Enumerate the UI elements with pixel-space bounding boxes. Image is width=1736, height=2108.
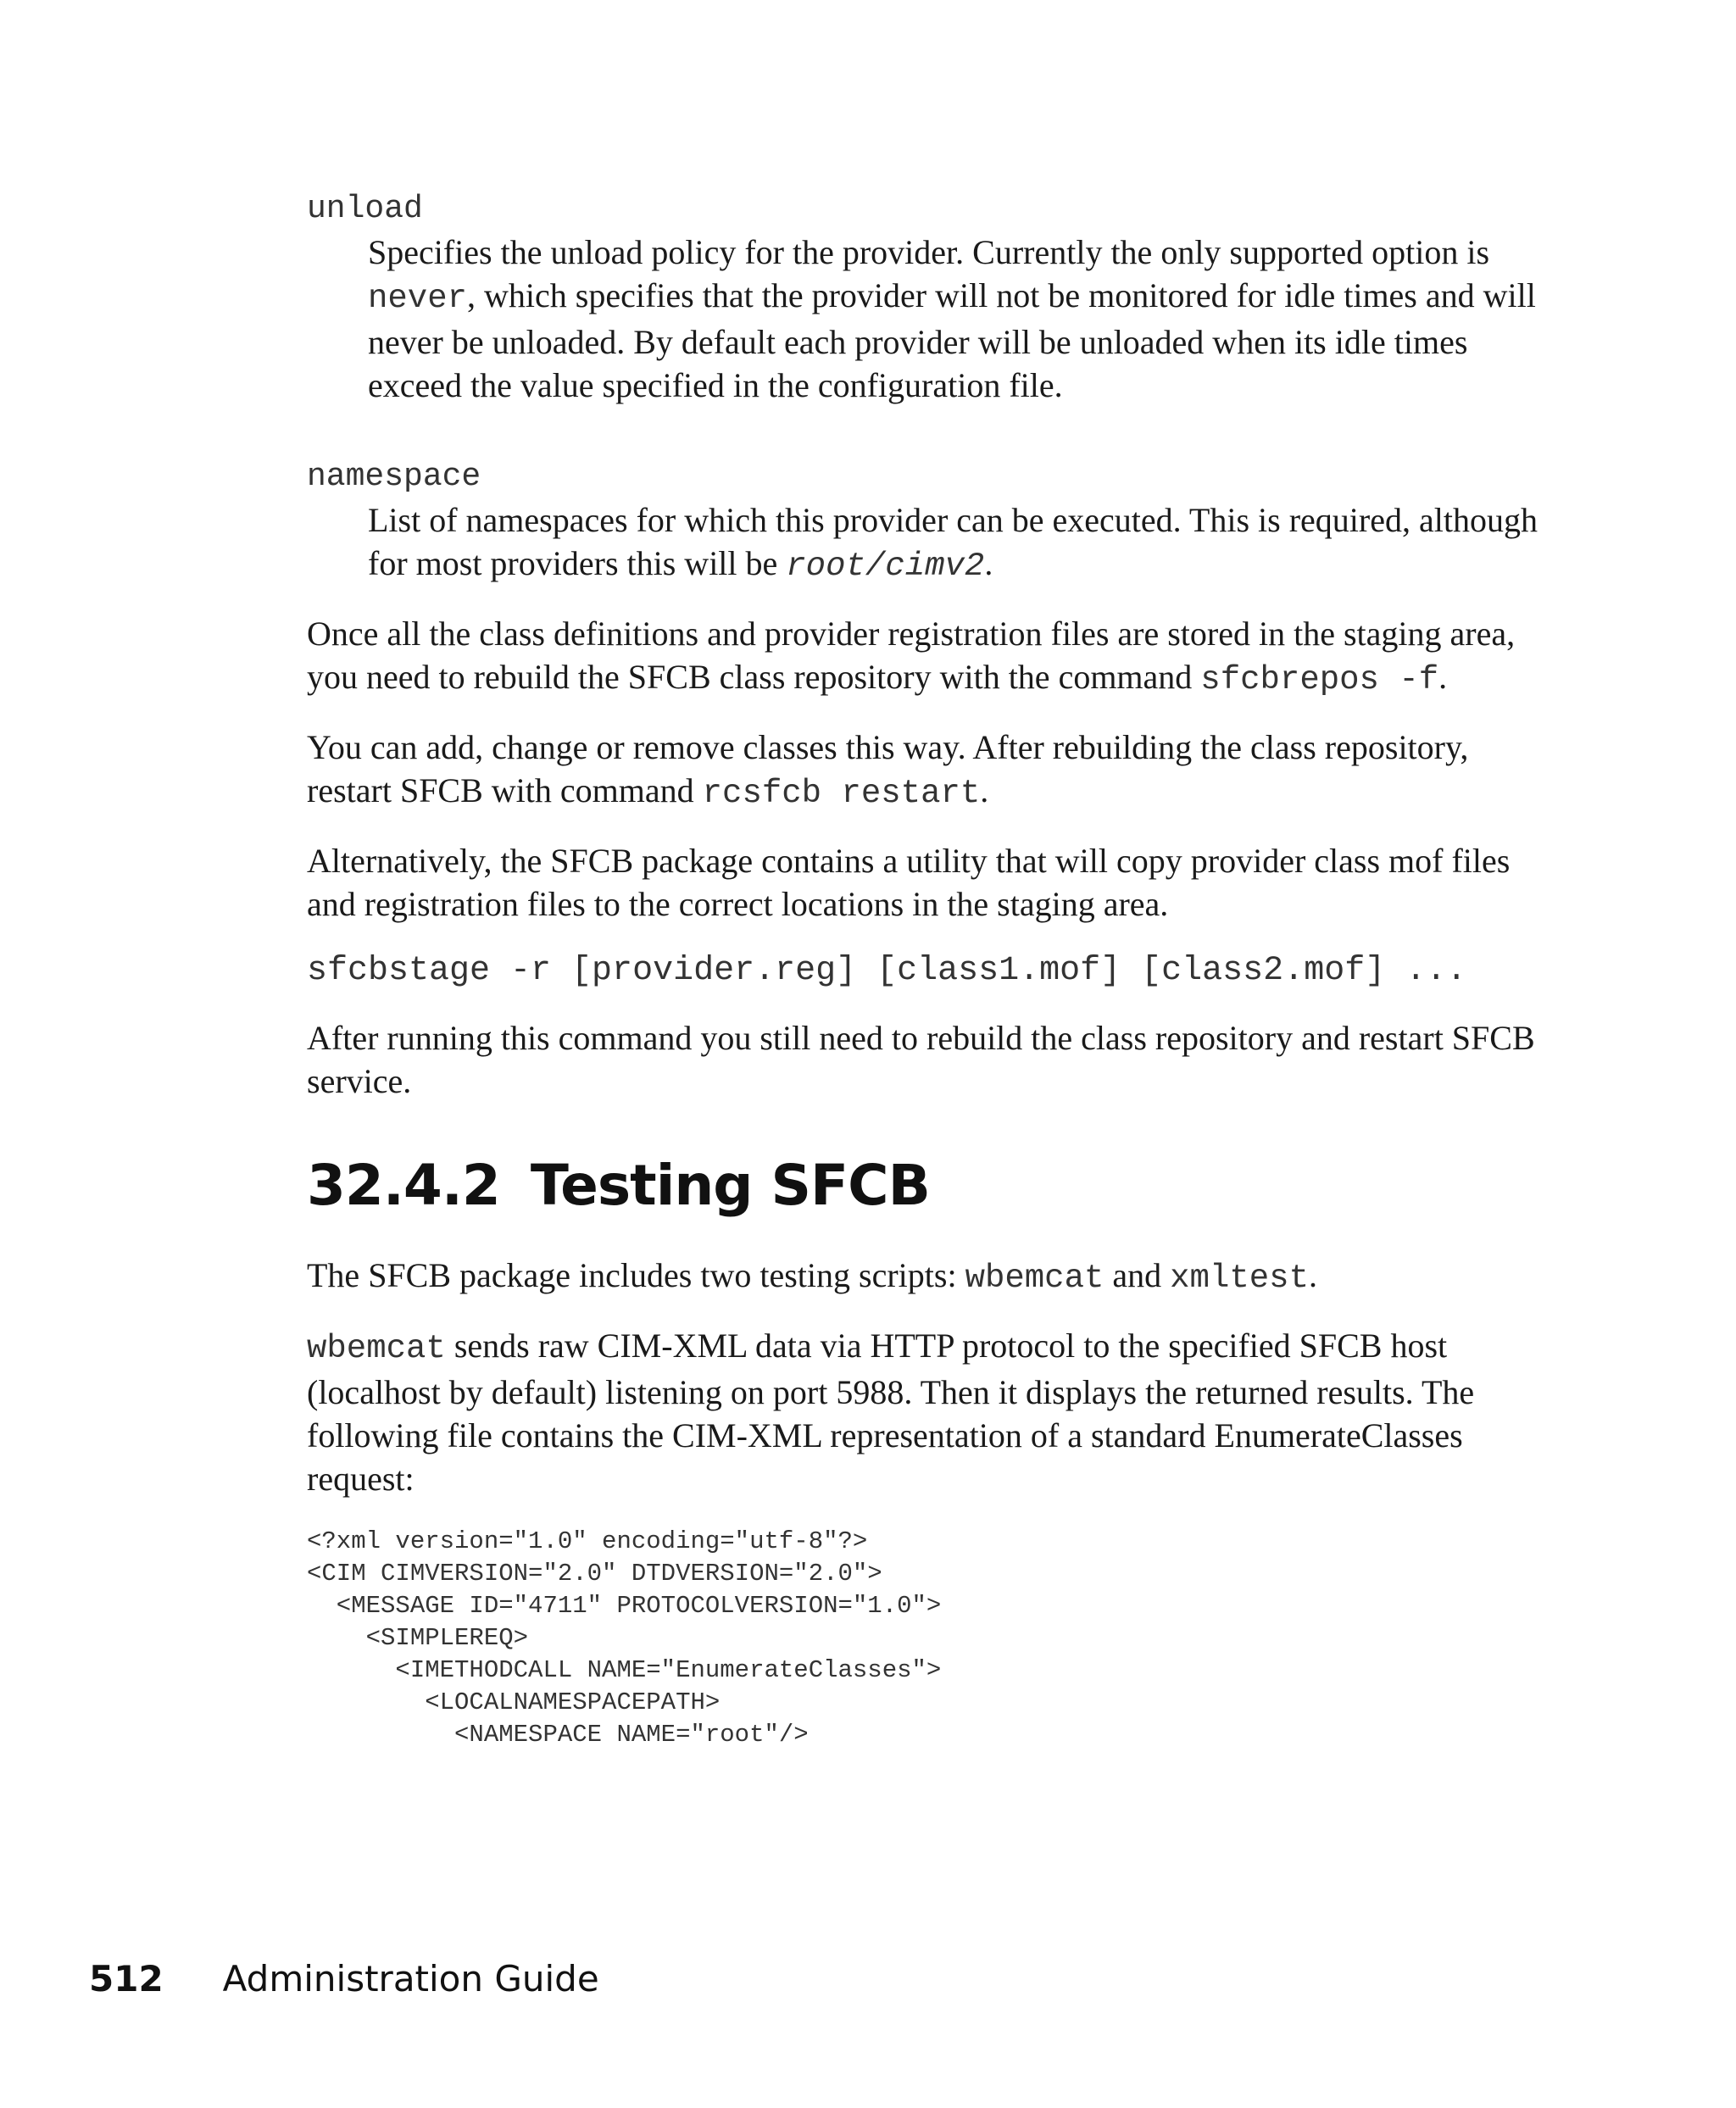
definition-text: List of namespaces for which this provider can be executed. This is required, although for most providers this will be: [368, 501, 1538, 582]
code-line: <?xml version="1.0" encoding="utf-8"?>: [307, 1527, 868, 1555]
paragraph-text: .: [1308, 1256, 1317, 1294]
code-line: <NAMESPACE NAME="root"/>: [307, 1721, 809, 1749]
definition-description: [368, 498, 1543, 588]
code-line: <IMETHODCALL NAME="EnumerateClasses">: [307, 1656, 942, 1684]
definition-term: namespace: [307, 459, 481, 495]
definition-description: [368, 231, 1543, 407]
paragraph-rebuild: [307, 612, 1544, 702]
inline-code: sfcbrepos -f: [1200, 661, 1439, 698]
code-line: <CIM CIMVERSION="2.0" DTDVERSION="2.0">: [307, 1560, 882, 1588]
definition-unload: [307, 188, 1544, 407]
code-line: <SIMPLEREQ>: [307, 1624, 529, 1652]
definition-text: Specifies the unload policy for the provider. Currently the only supported option is: [368, 233, 1490, 271]
paragraph-wbemcat: [307, 1324, 1544, 1500]
paragraph-text: sends raw CIM-XML data via HTTP protocol to the specified SFCB host (localhost by default) listening on port 5988. Then it displays the returned results. The following file contains the CIM-XML representation of a standard EnumerateClasses request:: [307, 1327, 1475, 1498]
paragraph-text: You can add, change or remove classes this way. After rebuilding the class repository, restart SFCB with command: [307, 728, 1469, 809]
page-number: 512: [89, 1958, 164, 2000]
inline-code: root/cimv2: [786, 548, 985, 585]
paragraph-testing-intro: [307, 1254, 1544, 1300]
definition-text: .: [984, 544, 993, 582]
inline-code: wbemcat: [307, 1330, 446, 1367]
inline-code: never: [368, 280, 468, 317]
section-title: Testing SFCB: [530, 1153, 930, 1218]
paragraph-restart: [307, 726, 1544, 815]
section-heading: [307, 1152, 1544, 1220]
command-line: sfcbstage -r [provider.reg] [class1.mof] [class2.mof] ...: [307, 952, 1467, 990]
inline-code: wbemcat: [965, 1260, 1104, 1297]
paragraph-text: .: [980, 771, 989, 809]
paragraph-text: .: [1438, 658, 1448, 696]
code-line: <MESSAGE ID="4711" PROTOCOLVERSION="1.0">: [307, 1592, 942, 1620]
paragraph-after-command: After running this command you still need to rebuild the class repository and restart SFCB service.: [307, 1019, 1535, 1100]
definition-text: , which specifies that the provider will not be monitored for idle times and will never be unloaded. By default each provider will be unloaded when its idle times exceed the value specified in the configuration file.: [368, 276, 1536, 404]
code-line: <LOCALNAMESPACEPATH>: [307, 1688, 721, 1716]
book-title: Administration Guide: [222, 1958, 599, 2000]
paragraph-text: and: [1104, 1256, 1171, 1294]
definition-namespace: [307, 456, 1544, 588]
page-content: [307, 188, 1544, 1751]
section-number: 32.4.2: [307, 1153, 500, 1218]
page-footer: [89, 1958, 599, 2000]
inline-code: rcsfcb restart: [702, 775, 981, 812]
paragraph-text: The SFCB package includes two testing scripts:: [307, 1256, 965, 1294]
code-block: [307, 1526, 1544, 1751]
paragraph-alternative: Alternatively, the SFCB package contains a utility that will copy provider class mof files and registration files to the correct locations in the staging area.: [307, 842, 1511, 923]
paragraph-text: Once all the class definitions and provider registration files are stored in the staging area, you need to rebuild the SFCB class repository with the command: [307, 615, 1516, 696]
inline-code: xmltest: [1170, 1260, 1309, 1297]
definition-term: unload: [307, 191, 423, 227]
